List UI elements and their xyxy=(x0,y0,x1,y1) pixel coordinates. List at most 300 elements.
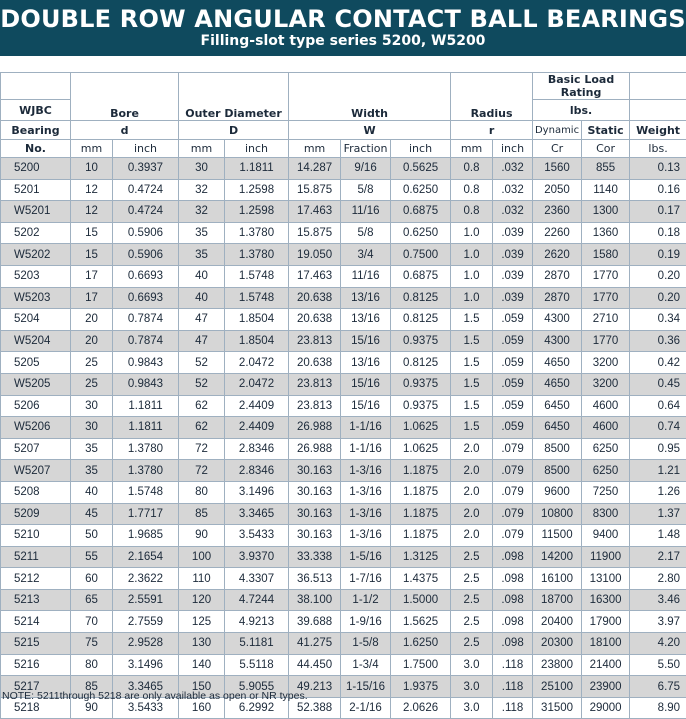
cell-static-cor: 4600 xyxy=(582,417,630,439)
cell-weight: 1.37 xyxy=(630,503,686,525)
cell-od-mm: 32 xyxy=(179,179,225,201)
cell-static-cor: 3200 xyxy=(582,352,630,374)
cell-weight: 0.20 xyxy=(630,287,686,309)
cell-od-mm: 72 xyxy=(179,460,225,482)
cell-bore-inch: 3.1496 xyxy=(113,654,179,676)
cell-od-inch: 2.4409 xyxy=(225,395,289,417)
cell-width-mm: 23.813 xyxy=(289,373,341,395)
cell-od-mm: 40 xyxy=(179,265,225,287)
cell-width-fraction: 3/4 xyxy=(341,244,391,266)
cell-width-inch: 1.1875 xyxy=(391,525,451,547)
cell-od-inch: 1.8504 xyxy=(225,309,289,331)
cell-static-cor: 6250 xyxy=(582,460,630,482)
cell-width-inch: 0.9375 xyxy=(391,373,451,395)
cell-width-mm: 14.287 xyxy=(289,158,341,180)
cell-bore-inch: 2.5591 xyxy=(113,589,179,611)
cell-width-fraction: 1-1/2 xyxy=(341,589,391,611)
cell-width-mm: 23.813 xyxy=(289,330,341,352)
cell-radius-mm: 1.5 xyxy=(451,309,493,331)
cell-width-mm: 20.638 xyxy=(289,287,341,309)
cell-static-cor: 1770 xyxy=(582,287,630,309)
cell-width-inch: 1.5625 xyxy=(391,611,451,633)
header-dynamic: Dynamic xyxy=(533,121,582,140)
cell-bore-inch: 1.1811 xyxy=(113,417,179,439)
cell-od-mm: 62 xyxy=(179,417,225,439)
cell-bore-mm: 50 xyxy=(71,525,113,547)
page-title: DOUBLE ROW ANGULAR CONTACT BALL BEARINGS xyxy=(0,0,686,32)
cell-static-cor: 1300 xyxy=(582,201,630,223)
cell-bearing-no: W5205 xyxy=(1,373,71,395)
cell-radius-inch: .059 xyxy=(493,395,533,417)
cell-od-mm: 35 xyxy=(179,244,225,266)
cell-od-inch: 2.8346 xyxy=(225,438,289,460)
cell-od-mm: 72 xyxy=(179,438,225,460)
cell-radius-inch: .118 xyxy=(493,697,533,719)
cell-bearing-no: 5204 xyxy=(1,309,71,331)
cell-od-mm: 62 xyxy=(179,395,225,417)
cell-od-mm: 52 xyxy=(179,373,225,395)
cell-width-mm: 36.513 xyxy=(289,568,341,590)
cell-od-inch: 4.7244 xyxy=(225,589,289,611)
page-subtitle: Filling-slot type series 5200, W5200 xyxy=(0,32,686,50)
cell-dynamic-cr: 20400 xyxy=(533,611,582,633)
cell-static-cor: 1580 xyxy=(582,244,630,266)
cell-bearing-no: W5201 xyxy=(1,201,71,223)
cell-radius-inch: .039 xyxy=(493,265,533,287)
cell-radius-inch: .098 xyxy=(493,546,533,568)
table-row xyxy=(1,611,686,633)
cell-radius-mm: 2.5 xyxy=(451,568,493,590)
cell-width-inch: 1.0625 xyxy=(391,417,451,439)
cell-bore-inch: 2.7559 xyxy=(113,611,179,633)
cell-od-inch: 2.0472 xyxy=(225,373,289,395)
cell-bore-inch: 0.6693 xyxy=(113,287,179,309)
cell-bore-mm: 35 xyxy=(71,460,113,482)
cell-radius-mm: 2.0 xyxy=(451,503,493,525)
cell-bore-inch: 0.4724 xyxy=(113,179,179,201)
cell-width-mm: 23.813 xyxy=(289,395,341,417)
cell-radius-mm: 2.0 xyxy=(451,481,493,503)
header-cr: Cr xyxy=(533,140,582,158)
cell-weight: 1.48 xyxy=(630,525,686,547)
cell-od-mm: 120 xyxy=(179,589,225,611)
cell-width-fraction: 5/8 xyxy=(341,222,391,244)
cell-weight: 1.26 xyxy=(630,481,686,503)
cell-dynamic-cr: 23800 xyxy=(533,654,582,676)
cell-dynamic-cr: 6450 xyxy=(533,395,582,417)
cell-dynamic-cr: 4650 xyxy=(533,373,582,395)
cell-bearing-no: 5212 xyxy=(1,568,71,590)
cell-width-inch: 1.0625 xyxy=(391,438,451,460)
cell-radius-mm: 2.5 xyxy=(451,611,493,633)
cell-radius-inch: .059 xyxy=(493,352,533,374)
cell-dynamic-cr: 25100 xyxy=(533,676,582,698)
cell-dynamic-cr: 8500 xyxy=(533,438,582,460)
cell-width-inch: 0.5625 xyxy=(391,158,451,180)
cell-od-inch: 2.0472 xyxy=(225,352,289,374)
table-row xyxy=(1,503,686,525)
cell-radius-mm: 1.5 xyxy=(451,395,493,417)
cell-od-mm: 85 xyxy=(179,503,225,525)
cell-width-fraction: 1-3/16 xyxy=(341,460,391,482)
cell-static-cor: 2710 xyxy=(582,309,630,331)
cell-weight: 3.46 xyxy=(630,589,686,611)
title-banner xyxy=(0,0,686,56)
cell-radius-inch: .079 xyxy=(493,438,533,460)
cell-radius-mm: 1.0 xyxy=(451,222,493,244)
cell-bore-inch: 0.6693 xyxy=(113,265,179,287)
cell-weight: 0.18 xyxy=(630,222,686,244)
cell-radius-inch: .059 xyxy=(493,309,533,331)
header-blank xyxy=(1,73,71,100)
cell-radius-inch: .032 xyxy=(493,179,533,201)
cell-bore-inch: 3.5433 xyxy=(113,697,179,719)
cell-width-fraction: 13/16 xyxy=(341,309,391,331)
table-row xyxy=(1,438,686,460)
cell-width-mm: 20.638 xyxy=(289,309,341,331)
cell-bore-inch: 1.3780 xyxy=(113,438,179,460)
cell-bore-inch: 1.7717 xyxy=(113,503,179,525)
cell-od-mm: 47 xyxy=(179,330,225,352)
cell-width-inch: 0.7500 xyxy=(391,244,451,266)
cell-dynamic-cr: 18700 xyxy=(533,589,582,611)
cell-dynamic-cr: 4300 xyxy=(533,309,582,331)
header-static: Static xyxy=(582,121,630,140)
cell-radius-inch: .079 xyxy=(493,503,533,525)
table-row xyxy=(1,460,686,482)
table-row xyxy=(1,395,686,417)
cell-width-fraction: 1-3/16 xyxy=(341,481,391,503)
cell-bearing-no: 5211 xyxy=(1,546,71,568)
cell-bore-inch: 2.3622 xyxy=(113,568,179,590)
cell-static-cor: 1360 xyxy=(582,222,630,244)
cell-dynamic-cr: 9600 xyxy=(533,481,582,503)
cell-radius-inch: .059 xyxy=(493,417,533,439)
cell-dynamic-cr: 1560 xyxy=(533,158,582,180)
cell-radius-mm: 0.8 xyxy=(451,179,493,201)
cell-bore-inch: 1.1811 xyxy=(113,395,179,417)
cell-bore-mm: 65 xyxy=(71,589,113,611)
cell-bore-mm: 75 xyxy=(71,633,113,655)
cell-od-mm: 35 xyxy=(179,222,225,244)
cell-od-inch: 3.9370 xyxy=(225,546,289,568)
cell-od-inch: 5.9055 xyxy=(225,676,289,698)
cell-radius-mm: 2.5 xyxy=(451,546,493,568)
cell-static-cor: 8300 xyxy=(582,503,630,525)
cell-width-mm: 20.638 xyxy=(289,352,341,374)
cell-bore-mm: 20 xyxy=(71,330,113,352)
cell-od-mm: 140 xyxy=(179,654,225,676)
cell-width-mm: 30.163 xyxy=(289,503,341,525)
header-weight: Weight xyxy=(630,121,686,140)
cell-width-mm: 30.163 xyxy=(289,460,341,482)
header-wjbc: WJBC xyxy=(1,100,71,121)
cell-bore-inch: 0.7874 xyxy=(113,330,179,352)
cell-weight: 0.16 xyxy=(630,179,686,201)
cell-dynamic-cr: 2260 xyxy=(533,222,582,244)
cell-static-cor: 16300 xyxy=(582,589,630,611)
cell-od-inch: 1.8504 xyxy=(225,330,289,352)
header-radius-mm: mm xyxy=(451,140,493,158)
cell-width-mm: 30.163 xyxy=(289,525,341,547)
cell-width-mm: 49.213 xyxy=(289,676,341,698)
cell-radius-mm: 3.0 xyxy=(451,654,493,676)
cell-od-inch: 1.3780 xyxy=(225,244,289,266)
header-blank-weight-2 xyxy=(630,100,686,121)
cell-bore-mm: 15 xyxy=(71,244,113,266)
cell-weight: 0.74 xyxy=(630,417,686,439)
cell-bore-mm: 80 xyxy=(71,654,113,676)
cell-bore-inch: 0.3937 xyxy=(113,158,179,180)
bearing-table xyxy=(0,72,686,719)
cell-width-inch: 0.6875 xyxy=(391,201,451,223)
cell-weight: 0.34 xyxy=(630,309,686,331)
footnote: NOTE: 5211through 5218 are only available as open or NR types. xyxy=(2,690,308,702)
cell-static-cor: 6250 xyxy=(582,438,630,460)
cell-bearing-no: 5213 xyxy=(1,589,71,611)
header-radius-inch: inch xyxy=(493,140,533,158)
cell-dynamic-cr: 16100 xyxy=(533,568,582,590)
cell-weight: 0.64 xyxy=(630,395,686,417)
cell-width-inch: 1.5000 xyxy=(391,589,451,611)
cell-od-inch: 2.4409 xyxy=(225,417,289,439)
cell-width-inch: 0.6875 xyxy=(391,265,451,287)
cell-width-fraction: 11/16 xyxy=(341,201,391,223)
cell-width-fraction: 2-1/16 xyxy=(341,697,391,719)
cell-static-cor: 4600 xyxy=(582,395,630,417)
cell-bearing-no: 5215 xyxy=(1,633,71,655)
cell-width-inch: 1.7500 xyxy=(391,654,451,676)
header-width-fraction: Fraction xyxy=(341,140,391,158)
cell-radius-mm: 2.0 xyxy=(451,525,493,547)
cell-od-mm: 125 xyxy=(179,611,225,633)
cell-width-inch: 0.8125 xyxy=(391,352,451,374)
cell-bore-inch: 2.1654 xyxy=(113,546,179,568)
cell-width-fraction: 13/16 xyxy=(341,287,391,309)
cell-width-fraction: 1-3/16 xyxy=(341,525,391,547)
cell-radius-inch: .079 xyxy=(493,525,533,547)
cell-bore-mm: 60 xyxy=(71,568,113,590)
table-row xyxy=(1,287,686,309)
cell-weight: 0.36 xyxy=(630,330,686,352)
cell-bore-mm: 12 xyxy=(71,179,113,201)
cell-radius-inch: .039 xyxy=(493,244,533,266)
cell-static-cor: 3200 xyxy=(582,373,630,395)
cell-bore-inch: 0.9843 xyxy=(113,373,179,395)
cell-bore-mm: 90 xyxy=(71,697,113,719)
cell-bearing-no: W5206 xyxy=(1,417,71,439)
table-body xyxy=(1,158,686,719)
cell-bearing-no: 5207 xyxy=(1,438,71,460)
cell-width-inch: 1.4375 xyxy=(391,568,451,590)
cell-od-inch: 3.5433 xyxy=(225,525,289,547)
table-row xyxy=(1,179,686,201)
cell-bearing-no: 5218 xyxy=(1,697,71,719)
cell-width-mm: 17.463 xyxy=(289,265,341,287)
cell-bore-inch: 0.7874 xyxy=(113,309,179,331)
cell-weight: 1.21 xyxy=(630,460,686,482)
cell-weight: 0.19 xyxy=(630,244,686,266)
cell-width-fraction: 1-9/16 xyxy=(341,611,391,633)
cell-radius-mm: 1.0 xyxy=(451,287,493,309)
cell-width-mm: 44.450 xyxy=(289,654,341,676)
cell-bore-inch: 1.5748 xyxy=(113,481,179,503)
cell-width-inch: 0.8125 xyxy=(391,287,451,309)
cell-width-mm: 38.100 xyxy=(289,589,341,611)
header-width-mm: mm xyxy=(289,140,341,158)
cell-static-cor: 9400 xyxy=(582,525,630,547)
cell-bore-mm: 15 xyxy=(71,222,113,244)
cell-radius-mm: 3.0 xyxy=(451,676,493,698)
cell-dynamic-cr: 10800 xyxy=(533,503,582,525)
cell-width-inch: 1.1875 xyxy=(391,460,451,482)
table-row xyxy=(1,265,686,287)
header-radius-symbol: r xyxy=(451,121,533,140)
table-row xyxy=(1,244,686,266)
cell-bore-mm: 10 xyxy=(71,158,113,180)
cell-weight: 2.80 xyxy=(630,568,686,590)
cell-radius-inch: .032 xyxy=(493,201,533,223)
cell-radius-mm: 0.8 xyxy=(451,158,493,180)
cell-bore-mm: 70 xyxy=(71,611,113,633)
cell-width-mm: 52.388 xyxy=(289,697,341,719)
cell-static-cor: 17900 xyxy=(582,611,630,633)
table-row xyxy=(1,330,686,352)
cell-width-mm: 30.163 xyxy=(289,481,341,503)
cell-radius-inch: .059 xyxy=(493,330,533,352)
cell-radius-inch: .098 xyxy=(493,568,533,590)
cell-dynamic-cr: 8500 xyxy=(533,460,582,482)
cell-static-cor: 21400 xyxy=(582,654,630,676)
cell-radius-inch: .118 xyxy=(493,676,533,698)
cell-width-fraction: 15/16 xyxy=(341,373,391,395)
cell-weight: 5.50 xyxy=(630,654,686,676)
cell-dynamic-cr: 2050 xyxy=(533,179,582,201)
cell-bore-mm: 25 xyxy=(71,352,113,374)
cell-bearing-no: 5216 xyxy=(1,654,71,676)
cell-radius-inch: .079 xyxy=(493,481,533,503)
cell-bearing-no: W5202 xyxy=(1,244,71,266)
header-load-unit: lbs. xyxy=(533,100,630,121)
cell-weight: 2.17 xyxy=(630,546,686,568)
cell-bore-mm: 12 xyxy=(71,201,113,223)
cell-width-fraction: 11/16 xyxy=(341,265,391,287)
cell-width-fraction: 1-7/16 xyxy=(341,568,391,590)
cell-static-cor: 7250 xyxy=(582,481,630,503)
cell-bore-mm: 45 xyxy=(71,503,113,525)
cell-weight: 0.45 xyxy=(630,373,686,395)
cell-width-inch: 0.6250 xyxy=(391,179,451,201)
cell-static-cor: 1770 xyxy=(582,265,630,287)
cell-width-mm: 41.275 xyxy=(289,633,341,655)
header-bore-mm: mm xyxy=(71,140,113,158)
cell-width-fraction: 1-1/16 xyxy=(341,417,391,439)
cell-width-fraction: 1-15/16 xyxy=(341,676,391,698)
cell-bearing-no: W5204 xyxy=(1,330,71,352)
cell-radius-mm: 3.0 xyxy=(451,697,493,719)
cell-radius-inch: .039 xyxy=(493,287,533,309)
header-no: No. xyxy=(1,140,71,158)
cell-width-fraction: 13/16 xyxy=(341,352,391,374)
cell-dynamic-cr: 14200 xyxy=(533,546,582,568)
header-od-symbol: D xyxy=(179,121,289,140)
cell-radius-mm: 2.5 xyxy=(451,589,493,611)
cell-width-inch: 1.1875 xyxy=(391,481,451,503)
cell-width-mm: 15.875 xyxy=(289,222,341,244)
cell-radius-mm: 0.8 xyxy=(451,201,493,223)
cell-bore-inch: 0.5906 xyxy=(113,244,179,266)
cell-bore-inch: 0.5906 xyxy=(113,222,179,244)
header-bore-inch: inch xyxy=(113,140,179,158)
cell-width-mm: 17.463 xyxy=(289,201,341,223)
cell-radius-inch: .118 xyxy=(493,654,533,676)
cell-static-cor: 855 xyxy=(582,158,630,180)
cell-radius-mm: 1.5 xyxy=(451,330,493,352)
cell-dynamic-cr: 2620 xyxy=(533,244,582,266)
cell-width-mm: 15.875 xyxy=(289,179,341,201)
header-bore: Bore xyxy=(71,73,179,121)
cell-od-mm: 40 xyxy=(179,287,225,309)
cell-od-inch: 5.1181 xyxy=(225,633,289,655)
cell-static-cor: 11900 xyxy=(582,546,630,568)
cell-od-inch: 1.5748 xyxy=(225,287,289,309)
cell-width-inch: 0.9375 xyxy=(391,395,451,417)
cell-width-fraction: 1-3/16 xyxy=(341,503,391,525)
cell-bore-mm: 30 xyxy=(71,395,113,417)
cell-radius-inch: .039 xyxy=(493,222,533,244)
cell-dynamic-cr: 20300 xyxy=(533,633,582,655)
table-row xyxy=(1,352,686,374)
cell-bore-inch: 3.3465 xyxy=(113,676,179,698)
cell-od-mm: 110 xyxy=(179,568,225,590)
cell-radius-inch: .059 xyxy=(493,373,533,395)
cell-od-mm: 160 xyxy=(179,697,225,719)
cell-radius-mm: 1.5 xyxy=(451,352,493,374)
cell-radius-mm: 1.5 xyxy=(451,417,493,439)
cell-width-inch: 0.8125 xyxy=(391,309,451,331)
cell-od-inch: 4.3307 xyxy=(225,568,289,590)
cell-radius-inch: .079 xyxy=(493,460,533,482)
cell-dynamic-cr: 2870 xyxy=(533,287,582,309)
cell-width-fraction: 9/16 xyxy=(341,158,391,180)
cell-width-inch: 0.6250 xyxy=(391,222,451,244)
cell-bearing-no: W5203 xyxy=(1,287,71,309)
cell-bore-mm: 40 xyxy=(71,481,113,503)
header-load-rating: Basic Load Rating xyxy=(533,73,630,100)
header-cor: Cor xyxy=(582,140,630,158)
cell-od-mm: 30 xyxy=(179,158,225,180)
cell-od-mm: 80 xyxy=(179,481,225,503)
cell-dynamic-cr: 2870 xyxy=(533,265,582,287)
cell-bearing-no: 5210 xyxy=(1,525,71,547)
cell-od-inch: 2.8346 xyxy=(225,460,289,482)
cell-od-mm: 130 xyxy=(179,633,225,655)
cell-bearing-no: 5201 xyxy=(1,179,71,201)
cell-bore-mm: 17 xyxy=(71,287,113,309)
cell-weight: 4.20 xyxy=(630,633,686,655)
cell-dynamic-cr: 4650 xyxy=(533,352,582,374)
cell-width-fraction: 1-1/16 xyxy=(341,438,391,460)
cell-radius-mm: 2.0 xyxy=(451,438,493,460)
cell-radius-mm: 2.0 xyxy=(451,460,493,482)
cell-od-inch: 3.3465 xyxy=(225,503,289,525)
cell-width-fraction: 15/16 xyxy=(341,395,391,417)
cell-radius-mm: 2.5 xyxy=(451,633,493,655)
cell-radius-mm: 1.0 xyxy=(451,265,493,287)
table-row xyxy=(1,568,686,590)
table-row xyxy=(1,201,686,223)
cell-width-inch: 1.6250 xyxy=(391,633,451,655)
